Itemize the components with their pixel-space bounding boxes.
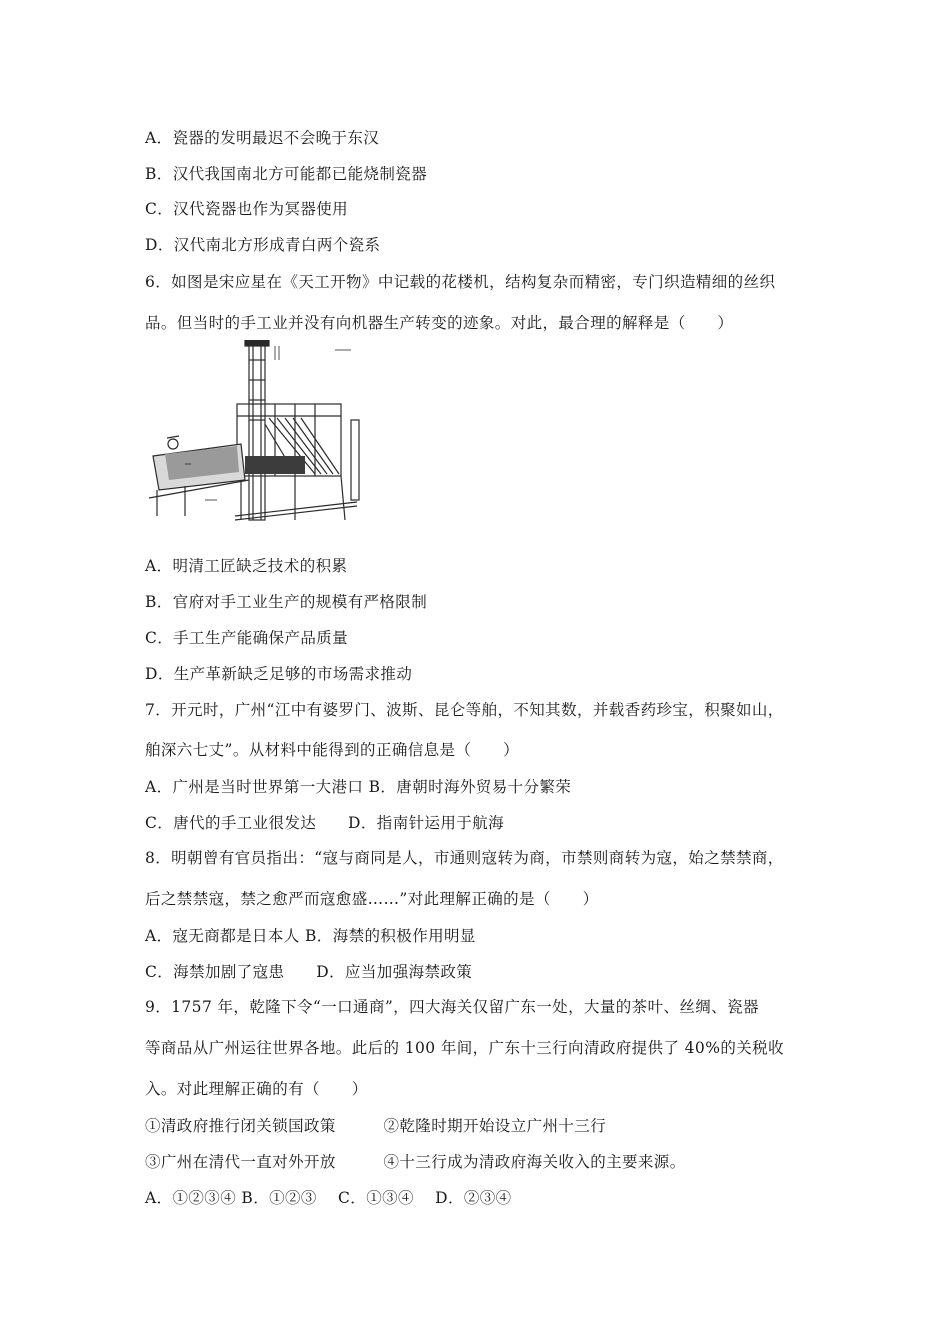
q5-option-a: A．瓷器的发明最迟不会晚于东汉: [145, 129, 380, 147]
q9-options: A．①②③④ B．①②③ C．①③④ D．②③④: [145, 1189, 512, 1207]
q6-stem-line-1: 6．如图是宋应星在《天工开物》中记载的花楼机，结构复杂而精密，专门织造精细的丝织: [145, 273, 776, 291]
q7-options-line-1: A．广州是当时世界第一大港口 B．唐朝时海外贸易十分繁荣: [145, 778, 572, 796]
q6-stem-line-2: 品。但当时的手工业并没有向机器生产转变的迹象。对此，最合理的解释是（ ）: [145, 314, 734, 332]
q7-stem-line-1: 7．开元时，广州“江中有婆罗门、波斯、昆仑等舶，不知其数，并载香药珍宝，积聚如山，: [145, 701, 784, 719]
q6-option-c: C．手工生产能确保产品质量: [145, 629, 349, 647]
q8-options-line-1: A．寇无商都是日本人 B．海禁的积极作用明显: [145, 927, 476, 945]
q8-stem-line-2: 后之禁禁寇，禁之愈严而寇愈盛……”对此理解正确的是（ ）: [145, 890, 599, 908]
q8-options-line-2: C．海禁加剧了寇患 D．应当加强海禁政策: [145, 963, 473, 981]
q9-stem-line-1: 9．1757 年，乾隆下令“一口通商”，四大海关仅留广东一处，大量的茶叶、丝绸、瓷器: [145, 998, 759, 1016]
q6-option-b: B．官府对手工业生产的规模有严格限制: [145, 593, 428, 611]
q9-statements-line-1: ①清政府推行闭关锁国政策 ②乾隆时期开始设立广州十三行: [145, 1117, 607, 1135]
q9-stem-line-3: 入。对此理解正确的有（ ）: [145, 1080, 368, 1098]
q7-options-line-2: C．唐代的手工业很发达 D．指南针运用于航海: [145, 814, 504, 832]
q7-stem-line-2: 舶深六七丈”。从材料中能得到的正确信息是（ ）: [145, 741, 520, 759]
q5-option-b: B．汉代我国南北方可能都已能烧制瓷器: [145, 165, 428, 183]
q6-option-d: D．生产革新缺乏足够的市场需求推动: [145, 665, 413, 683]
q8-stem-line-1: 8．明朝曾有官员指出：“寇与商同是人，市通则寇转为商，市禁则商转为寇，始之禁禁商，: [145, 849, 784, 867]
q6-option-a: A．明清工匠缺乏技术的积累: [145, 557, 348, 575]
q5-option-d: D．汉代南北方形成青白两个瓷系: [145, 236, 381, 254]
q9-stem-line-2: 等商品从广州运往世界各地。此后的 100 年间，广东十三行向清政府提供了 40%的关税收: [145, 1039, 784, 1057]
q5-option-c: C．汉代瓷器也作为冥器使用: [145, 200, 349, 218]
q9-statements-line-2: ③广州在清代一直对外开放 ④十三行成为清政府海关收入的主要来源。: [145, 1153, 686, 1171]
loom-illustration: [145, 340, 373, 528]
